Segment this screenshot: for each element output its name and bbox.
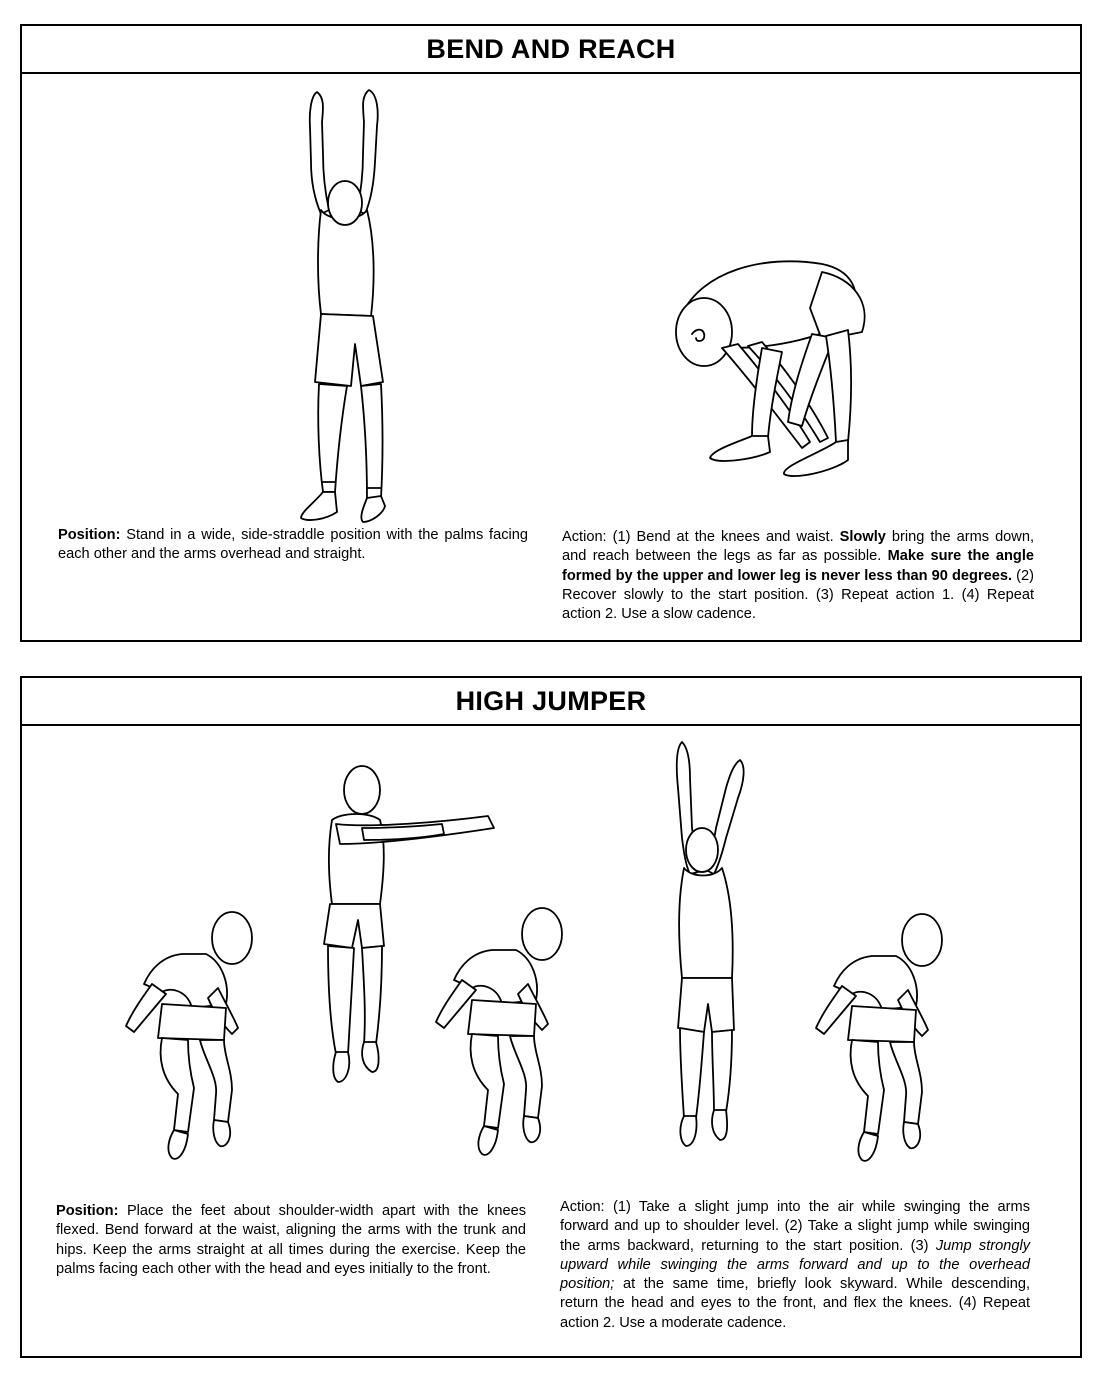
bend-and-reach-title: BEND AND REACH [22,26,1080,74]
action-label: Action: [560,1199,605,1215]
position-text: Place the feet about shoulder-width apart with the knees flexed. Bend forward at the waist, aligning the arms with the trunk and hips. Keep the arms straight at all times during the exercise. Keep the palms facing each other with the head and eyes initially to the front. [56,1203,526,1277]
high-jumper-action [560,1198,1030,1333]
bend-and-reach-position [58,526,528,565]
crouched-start-figure [812,910,962,1180]
position-text: Stand in a wide, side-straddle position with the palms facing each other and the arms overhead and straight. [58,527,528,563]
action-text-1: (1) Take a slight jump into the air while swinging the arms forward and up to shoulder level. (2) Take a slight jump while swinging the arms backward, returning to the start position. (3) [560,1199,1030,1254]
bend-and-reach-action [562,528,1034,624]
high-jumper-title: HIGH JUMPER [22,678,1080,726]
standing-arms-overhead-figure [267,82,417,522]
action-text-3: (2) Recover slowly to the start position. (3) Repeat action 1. (4) Repeat action 2. Use a slow cadence. [562,567,1034,623]
position-label: Position: [56,1203,119,1219]
action-bold-2: Make sure the angle formed by the upper and lower leg is never less than 90 degrees. [562,548,1034,584]
bend-and-reach-panel [20,24,1082,642]
crouched-start-figure [122,908,272,1178]
high-jumper-panel [20,676,1082,1358]
action-bold-1: Slowly [839,529,886,545]
action-text-1: (1) Bend at the knees and waist. [612,529,834,545]
action-label: Action: [562,529,607,545]
action-italic-1: Jump strongly upward while swinging the arms forward and up to the overhead position; [560,1237,1030,1293]
bent-reaching-figure [652,252,892,482]
action-text-2: at the same time, briefly look skyward. While descending, return the head and eyes to the front, and flex the knees. (4) Repeat action 2. Use a moderate cadence. [560,1276,1030,1331]
high-jumper-position [56,1202,526,1279]
crouched-start-figure [432,904,582,1174]
arms-overhead-jump-figure [652,738,762,1158]
action-text-2: bring the arms down, and reach between the legs as far as possible. [562,529,1035,565]
position-label: Position: [58,527,121,543]
